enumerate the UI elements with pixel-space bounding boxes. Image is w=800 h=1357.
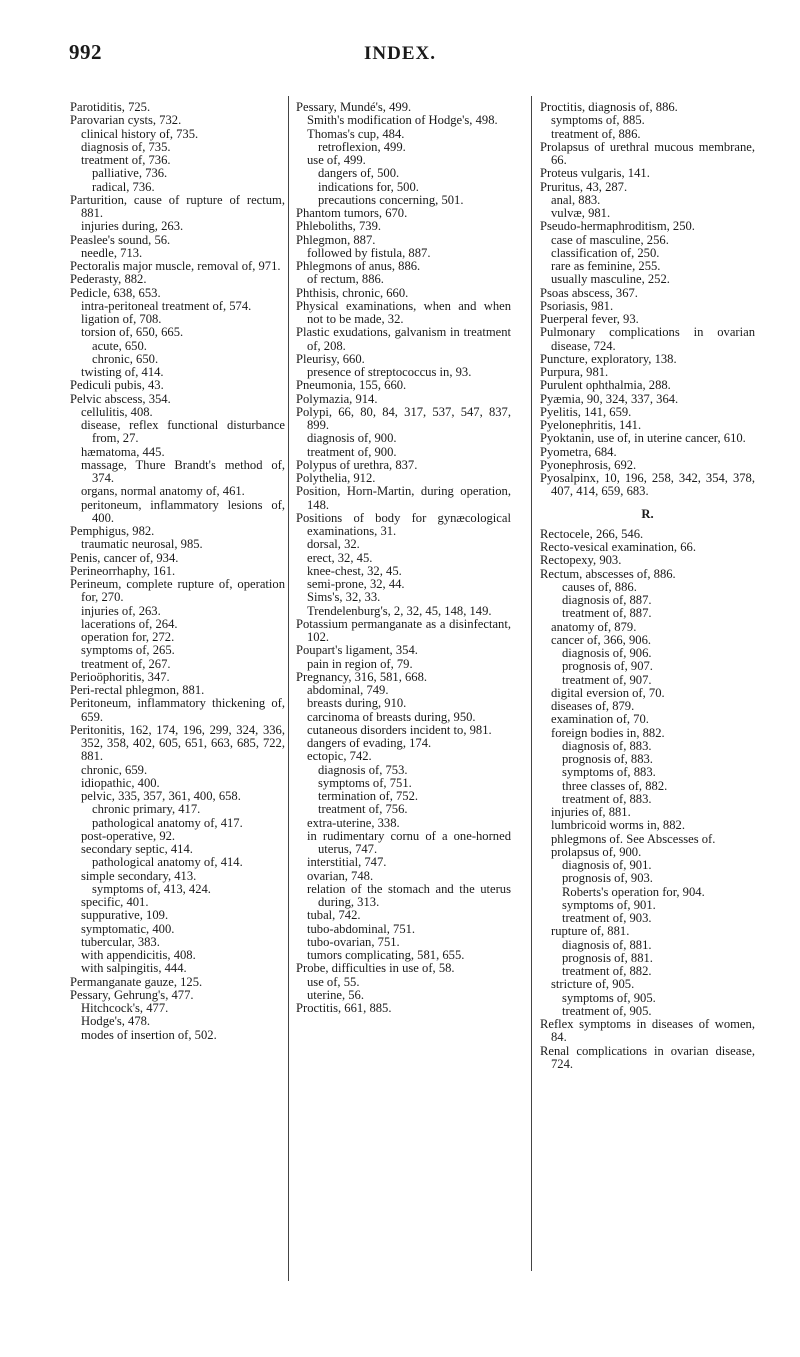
index-entry: Probe, difficulties in use of, 58. (296, 961, 455, 976)
index-entry: injuries during, 263. (81, 219, 184, 234)
index-entry: relation of the stomach and the uterus during, 313. (307, 881, 511, 909)
index-entry: treatment of, 883. (562, 791, 652, 806)
index-entry: treatment of, 905. (562, 1003, 652, 1018)
index-entry: abdominal, 749. (307, 683, 389, 697)
index-entry: Peritonitis, 162, 174, 196, 299, 324, 336, 352, 358, 402, 605, 651, 663, 685, 722, 881. (70, 722, 285, 764)
index-entry: modes of insertion of, 502. (81, 1027, 217, 1042)
index-entry: treatment of, 267. (81, 656, 171, 671)
index-entry: Purulent ophthalmia, 288. (540, 378, 671, 393)
index-entry: rare as feminine, 255. (551, 259, 661, 273)
index-entry: treatment of, 756. (318, 802, 408, 817)
index-entry: Pelvic abscess, 354. (70, 391, 171, 406)
index-entry: tubo-abdominal, 751. (307, 921, 416, 936)
index-entry: Smith's modification of Hodge's, 498. (307, 113, 498, 128)
index-entry: treatment of, 736. (81, 153, 171, 167)
page-title: INDEX. (364, 43, 436, 64)
index-entry: Pessary, Mundé's, 499. (296, 100, 412, 114)
index-entry: Puncture, exploratory, 138. (540, 351, 677, 366)
index-entry: Perioöphoritis, 347. (70, 669, 170, 684)
index-entry: Phlegmon, 887. (296, 232, 376, 247)
index-entry: Prolapsus of urethral mucous membrane, 66. (540, 139, 755, 167)
index-entry: radical, 736. (92, 179, 155, 194)
index-entry: pathological anatomy of, 417. (92, 815, 243, 830)
index-entry: Proctitis, 661, 885. (296, 1001, 392, 1015)
index-entry: Poupart's ligament, 354. (296, 643, 418, 658)
index-entry: Polypus of urethra, 837. (296, 457, 418, 472)
index-entry: hæmatoma, 445. (81, 444, 165, 459)
index-entry: knee-chest, 32, 45. (307, 563, 402, 578)
index-entry: Psoriasis, 981. (540, 298, 614, 313)
index-entry: organs, normal anatomy of, 461. (81, 484, 245, 499)
index-entry: Pederasty, 882. (70, 272, 147, 287)
index-entry: diagnosis of, 883. (562, 738, 652, 753)
index-entry: treatment of, 907. (562, 672, 652, 687)
index-entry: chronic, 659. (81, 762, 148, 777)
index-entry: prognosis of, 883. (562, 752, 653, 766)
index-entry: Hitchcock's, 477. (81, 1001, 169, 1015)
index-entry: anatomy of, 879. (551, 619, 637, 634)
index-entry: Thomas's cup, 484. (307, 126, 405, 141)
index-entry: usually masculine, 252. (551, 272, 670, 287)
index-entry: clinical history of, 735. (81, 126, 199, 141)
index-entry: treatment of, 882. (562, 964, 652, 978)
index-entry: Pessary, Gehrung's, 477. (70, 987, 194, 1002)
index-entry: needle, 713. (81, 245, 143, 260)
index-entry: foreign bodies in, 882. (551, 725, 665, 740)
index-entry: treatment of, 886. (551, 126, 641, 141)
index-entry: Pectoralis major muscle, removal of, 971. (70, 259, 281, 273)
index-entry: symptoms of, 413, 424. (92, 881, 211, 896)
index-entry: Proctitis, diagnosis of, 886. (540, 100, 678, 114)
index-entry: digital eversion of, 70. (551, 685, 665, 700)
index-entry: Polymazia, 914. (296, 391, 378, 406)
index-entry: chronic primary, 417. (92, 802, 201, 817)
index-entry: indications for, 500. (318, 179, 419, 194)
index-entry: peritoneum, inflammatory lesions of, 400. (81, 497, 285, 525)
index-entry: extra-uterine, 338. (307, 815, 400, 830)
index-entry: presence of streptococcus in, 93. (307, 365, 472, 379)
index-entry: Potassium permanganate as a disinfectant, 102. (296, 616, 511, 644)
index-entry: dorsal, 32. (307, 537, 360, 552)
index-entry: tubercular, 383. (81, 934, 160, 949)
index-entry: diseases of, 879. (551, 699, 635, 713)
index-entry: Peri-rectal phlegmon, 881. (70, 683, 205, 697)
index-entry: palliative, 736. (92, 166, 168, 181)
index-entry: injuries of, 263. (81, 603, 161, 618)
index-entry: Parotiditis, 725. (70, 100, 151, 114)
index-entry: Pyæmia, 90, 324, 337, 364. (540, 391, 679, 406)
index-entry: Polythelia, 912. (296, 471, 376, 485)
index-entry: of rectum, 886. (307, 272, 384, 287)
index-entry: prolapsus of, 900. (551, 844, 642, 859)
index-entry: Pregnancy, 316, 581, 668. (296, 669, 428, 684)
index-entry: pain in region of, 79. (307, 656, 413, 671)
index-entry: post-operative, 92. (81, 828, 176, 843)
index-entry: torsion of, 650, 665. (81, 325, 184, 340)
index-column-3 (540, 101, 755, 1071)
index-entry: prognosis of, 881. (562, 950, 653, 965)
index-entry: classification of, 250. (551, 245, 660, 260)
index-entry: symptoms of, 751. (318, 775, 412, 790)
section-letter-heading: R. (641, 506, 654, 521)
index-entry: Pyometra, 684. (540, 444, 617, 459)
index-entry: with appendicitis, 408. (81, 948, 196, 962)
index-entry: diagnosis of, 753. (318, 762, 408, 777)
index-entry: dangers of evading, 174. (307, 736, 432, 750)
index-entry: Purpura, 981. (540, 365, 609, 379)
index-entry: idiopathic, 400. (81, 775, 160, 790)
index-entry: Trendelenburg's, 2, 32, 45, 148, 149. (307, 603, 492, 618)
index-entry: semi-prone, 32, 44. (307, 577, 405, 591)
index-entry: termination of, 752. (318, 789, 419, 803)
index-entry: Phantom tumors, 670. (296, 206, 408, 220)
index-entry: Rectopexy, 903. (540, 553, 622, 568)
index-entry: ligation of, 708. (81, 312, 162, 326)
index-entry: three classes of, 882. (562, 778, 668, 793)
index-entry: interstitial, 747. (307, 855, 387, 870)
index-entry: uterine, 56. (307, 987, 365, 1002)
index-entry: in rudimentary cornu of a one-horned uterus, 747. (307, 828, 511, 856)
column-divider (531, 96, 532, 1271)
index-entry: Pyonephrosis, 692. (540, 457, 637, 472)
index-entry: Positions of body for gynæcological examinations, 31. (296, 510, 511, 538)
index-entry: symptoms of, 883. (562, 765, 656, 780)
index-entry: prognosis of, 903. (562, 871, 653, 886)
index-entry: case of masculine, 256. (551, 232, 669, 247)
index-entry: Pseudo-hermaphroditism, 250. (540, 219, 695, 234)
index-entry: cancer of, 366, 906. (551, 632, 652, 647)
index-entry: treatment of, 903. (562, 911, 652, 925)
index-entry: Peritoneum, inflammatory thickening of, 659. (70, 696, 285, 724)
index-entry: Parovarian cysts, 732. (70, 113, 182, 128)
index-entry: Pulmonary complications in ovarian disease, 724. (540, 325, 755, 353)
index-entry: Pediculi pubis, 43. (70, 378, 164, 393)
index-entry: tubal, 742. (307, 908, 361, 923)
index-entry: carcinoma of breasts during, 950. (307, 709, 476, 724)
index-entry: intra-peritoneal treatment of, 574. (81, 298, 252, 313)
index-entry: ovarian, 748. (307, 868, 374, 883)
index-entry: Sims's, 32, 33. (307, 590, 381, 605)
index-entry: Pyoktanin, use of, in uterine cancer, 610. (540, 431, 746, 446)
index-entry: diagnosis of, 887. (562, 593, 652, 607)
index-entry: Phleboliths, 739. (296, 219, 382, 234)
index-entry: treatment of, 887. (562, 606, 652, 621)
index-entry: Pruritus, 43, 287. (540, 179, 628, 194)
index-entry: Plastic exudations, galvanism in treatment of, 208. (296, 325, 511, 353)
index-entry: specific, 401. (81, 895, 149, 909)
index-entry: Pneumonia, 155, 660. (296, 378, 407, 393)
index-entry: followed by fistula, 887. (307, 245, 431, 260)
index-entry: dangers of, 500. (318, 166, 400, 181)
index-entry: rupture of, 881. (551, 924, 630, 939)
index-entry: breasts during, 910. (307, 696, 407, 711)
index-entry: suppurative, 109. (81, 908, 169, 923)
index-entry: Proteus vulgaris, 141. (540, 166, 650, 181)
index-entry: symptoms of, 905. (562, 990, 656, 1005)
index-entry: anal, 883. (551, 192, 601, 207)
index-entry: Perineum, complete rupture of, operation for, 270. (70, 577, 285, 605)
index-entry: chronic, 650. (92, 351, 159, 366)
index-entry: secondary septic, 414. (81, 842, 193, 856)
index-entry: Psoas abscess, 367. (540, 285, 638, 300)
index-entry: Renal complications in ovarian disease, 724. (540, 1043, 755, 1071)
index-entry: lacerations of, 264. (81, 616, 178, 631)
index-entry: diagnosis of, 906. (562, 646, 652, 660)
index-entry: precautions concerning, 501. (318, 192, 464, 207)
index-entry: cutaneous disorders incident to, 981. (307, 722, 492, 737)
index-entry: Penis, cancer of, 934. (70, 550, 179, 565)
index-entry: phlegmons of. See Abscesses of. (551, 831, 716, 846)
index-entry: Polypi, 66, 80, 84, 317, 537, 547, 837, 899. (296, 404, 511, 432)
index-entry: Physical examinations, when and when not to be made, 32. (296, 298, 511, 326)
index-entry: Parturition, cause of rupture of rectum, 881. (70, 192, 285, 220)
index-entry: with salpingitis, 444. (81, 961, 187, 976)
index-entry: retroflexion, 499. (318, 139, 406, 154)
index-entry: symptoms of, 885. (551, 113, 645, 128)
index-entry: diagnosis of, 900. (307, 431, 397, 446)
index-entry: cellulitis, 408. (81, 404, 153, 419)
index-entry: treatment of, 900. (307, 444, 397, 459)
index-entry: Pemphigus, 982. (70, 524, 155, 538)
index-entry: lumbricoid worms in, 882. (551, 818, 685, 833)
index-entry: simple secondary, 413. (81, 868, 197, 883)
index-entry: Pyelitis, 141, 659. (540, 404, 632, 419)
index-entry: tumors complicating, 581, 655. (307, 948, 465, 962)
index-entry: Phlegmons of anus, 886. (296, 259, 421, 273)
index-entry: Pedicle, 638, 653. (70, 285, 161, 300)
index-entry: diagnosis of, 881. (562, 937, 652, 952)
page-header (0, 40, 800, 80)
page-number: 992 (69, 40, 102, 64)
index-entry: acute, 650. (92, 338, 147, 353)
index-entry: Puerperal fever, 93. (540, 312, 639, 326)
index-entry: Peaslee's sound, 56. (70, 232, 171, 247)
index-entry: Rectocele, 266, 546. (540, 526, 644, 541)
index-entry: Permanganate gauze, 125. (70, 974, 203, 989)
index-entry: Position, Horn-Martin, during operation, 148. (296, 484, 511, 512)
index-entry: Pyelonephritis, 141. (540, 418, 642, 432)
index-entry: diagnosis of, 735. (81, 139, 171, 154)
index-entry: ectopic, 742. (307, 749, 372, 764)
index-entry: tubo-ovarian, 751. (307, 934, 400, 949)
index-entry: diagnosis of, 901. (562, 858, 652, 872)
index-entry: Reflex symptoms in diseases of women, 84. (540, 1017, 755, 1045)
index-entry: use of, 55. (307, 974, 360, 989)
index-column-2 (296, 101, 511, 1015)
index-entry: prognosis of, 907. (562, 659, 653, 674)
index-entry: Hodge's, 478. (81, 1014, 151, 1029)
index-entry: Phthisis, chronic, 660. (296, 285, 409, 300)
index-entry: Roberts's operation for, 904. (562, 884, 705, 899)
index-entry: erect, 32, 45. (307, 550, 373, 565)
index-entry: pelvic, 335, 357, 361, 400, 658. (81, 789, 241, 803)
index-entry: Perineorrhaphy, 161. (70, 563, 176, 578)
index-entry: symptoms of, 901. (562, 897, 656, 912)
column-divider (288, 96, 289, 1281)
index-entry: operation for, 272. (81, 630, 175, 644)
index-entry: stricture of, 905. (551, 977, 635, 992)
index-entry: causes of, 886. (562, 579, 637, 594)
index-entry: disease, reflex functional disturbance from, 27. (81, 418, 285, 446)
index-entry: symptoms of, 265. (81, 643, 175, 658)
index-entry: twisting of, 414. (81, 365, 164, 379)
index-entry: examination of, 70. (551, 712, 649, 727)
index-entry: Pyosalpinx, 10, 196, 258, 342, 354, 378, 407, 414, 659, 683. (540, 471, 755, 499)
index-column-1 (70, 101, 285, 1042)
index-entry: Recto-vesical examination, 66. (540, 540, 696, 554)
index-entry: Rectum, abscesses of, 886. (540, 566, 676, 581)
index-entry: symptomatic, 400. (81, 921, 175, 936)
index-entry: use of, 499. (307, 153, 366, 167)
index-entry: injuries of, 881. (551, 805, 631, 819)
index-entry: pathological anatomy of, 414. (92, 855, 243, 870)
index-entry: vulvæ, 981. (551, 206, 611, 220)
index-entry: traumatic neurosal, 985. (81, 537, 203, 552)
index-entry: massage, Thure Brandt's method of, 374. (81, 457, 285, 485)
index-entry: Pleurisy, 660. (296, 351, 365, 366)
